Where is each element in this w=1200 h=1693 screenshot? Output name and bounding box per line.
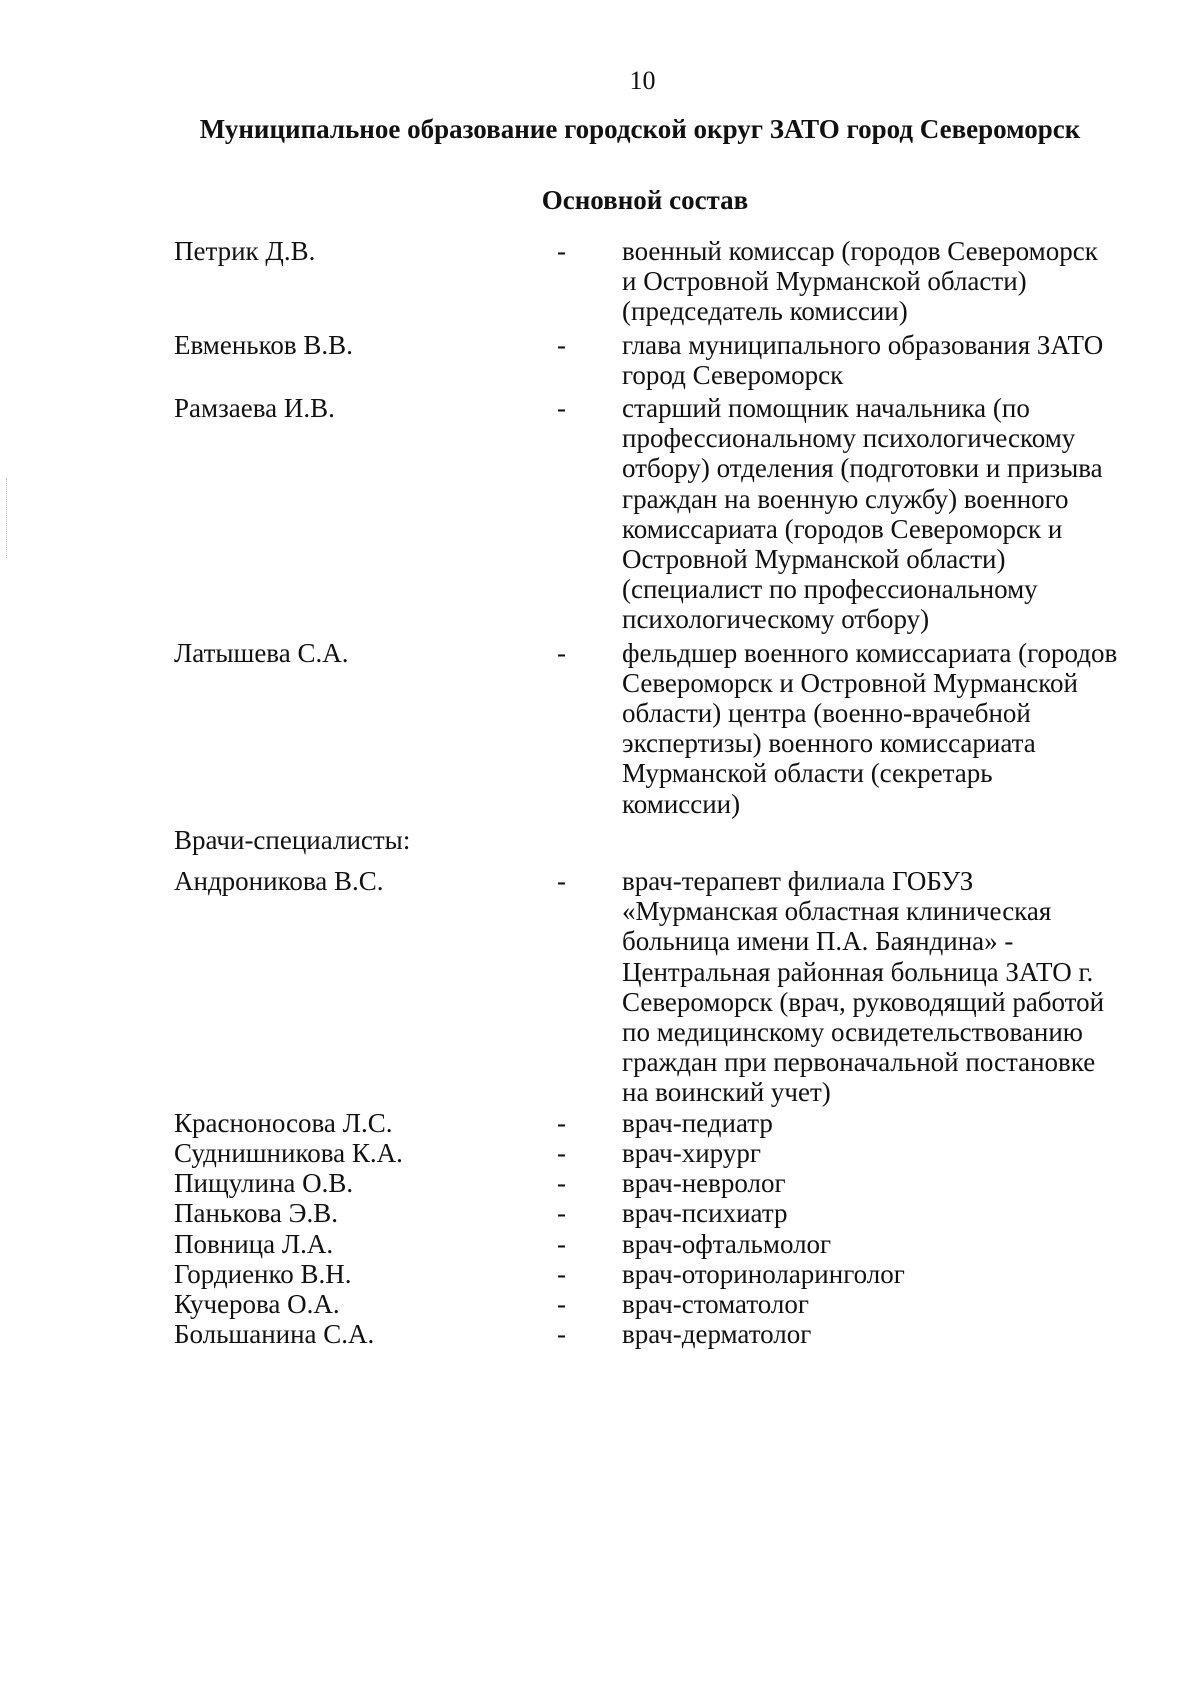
doctor-name: Большанина С.А. (174, 1319, 375, 1350)
doctor-role: врач-психиатр (622, 1198, 788, 1229)
separator-dash: - (557, 1319, 566, 1350)
member-row (0, 236, 1200, 327)
section-subheading: Основной состав (541, 185, 749, 215)
member-name: Рамзаева И.В. (174, 393, 335, 424)
separator-dash: - (557, 1258, 566, 1289)
doctor-role: врач-оториноларинголог (622, 1258, 905, 1289)
member-name: Латышева С.А. (174, 637, 349, 668)
doctor-role: врач-дерматолог (622, 1319, 812, 1350)
commission-list (0, 236, 1200, 1349)
member-row (0, 330, 1200, 390)
doctor-name: Пищулина О.В. (174, 1168, 354, 1199)
separator-dash: - (557, 329, 566, 360)
member-role: фельдшер военного комиссариата (городов Североморск и Островной Мурманской области) центра (военно-врачебной экспертизы) военного комиссариата Мурманской области (секретарь комиссии) (622, 637, 1118, 819)
member-role: глава муниципального образования ЗАТО город Североморск (622, 329, 1104, 390)
doctor-name: Суднишникова К.А. (174, 1137, 403, 1168)
doctor-role: врач-терапевт филиала ГОБУЗ «Мурманская областная клиническая больница имени П.А. Баяндина» - Центральная районная больница ЗАТО г. Североморск (врач, руководящий работой по медицинскому освидетельствованию граждан при первоначальной постановке на воинский учет) (622, 866, 1105, 1108)
doctor-row (0, 1259, 1200, 1289)
doctor-row (0, 866, 1200, 1108)
separator-dash: - (557, 866, 566, 897)
doctors-group-label: Врачи-специалисты: (174, 824, 411, 855)
doctor-role: врач-невролог (622, 1168, 786, 1199)
separator-dash: - (557, 1228, 566, 1259)
doctor-role: врач-стоматолог (622, 1288, 809, 1319)
member-name: Евменьков В.В. (174, 329, 353, 360)
separator-dash: - (557, 1137, 566, 1168)
doctor-role: врач-хирург (622, 1137, 761, 1168)
separator-dash: - (557, 393, 566, 424)
doctor-row (0, 1108, 1200, 1138)
doctor-name: Красноносова Л.С. (174, 1107, 393, 1138)
member-role: старший помощник начальника (по профессиональному психологическому отбору) отделения (подготовки и призыва граждан на военную службу) военного комиссариата (городов Североморск и Островной Мурманской области) (специалист по профессиональному психологическому отбору) (622, 393, 1103, 635)
doctor-row (0, 1138, 1200, 1168)
doctor-row (0, 1289, 1200, 1319)
page-number: 10 (629, 66, 656, 95)
document-heading: Муниципальное образование городской округ ЗАТО город Североморск (199, 114, 1081, 144)
doctor-row (0, 1319, 1200, 1349)
separator-dash: - (557, 236, 566, 266)
separator-dash: - (557, 1107, 566, 1138)
doctor-row (0, 1229, 1200, 1259)
member-row (0, 393, 1200, 635)
separator-dash: - (557, 1168, 566, 1199)
separator-dash: - (557, 637, 566, 668)
doctor-role: врач-педиатр (622, 1107, 773, 1138)
doctor-role: врач-офтальмолог (622, 1228, 832, 1259)
member-row (0, 638, 1200, 819)
separator-dash: - (557, 1198, 566, 1229)
separator-dash: - (557, 1288, 566, 1319)
doctor-name: Панькова Э.В. (174, 1198, 338, 1229)
doctor-row (0, 1168, 1200, 1198)
doctor-name: Гордиенко В.Н. (174, 1258, 352, 1289)
doctor-name: Повница Л.А. (174, 1228, 334, 1259)
member-role: военный комиссар (городов Североморск и Островной Мурманской области) (председатель комиссии) (622, 236, 1098, 327)
doctor-row (0, 1198, 1200, 1228)
doctor-name: Кучерова О.А. (174, 1288, 340, 1319)
member-name: Петрик Д.В. (174, 236, 316, 266)
doctor-name: Андроникова В.С. (174, 866, 384, 897)
